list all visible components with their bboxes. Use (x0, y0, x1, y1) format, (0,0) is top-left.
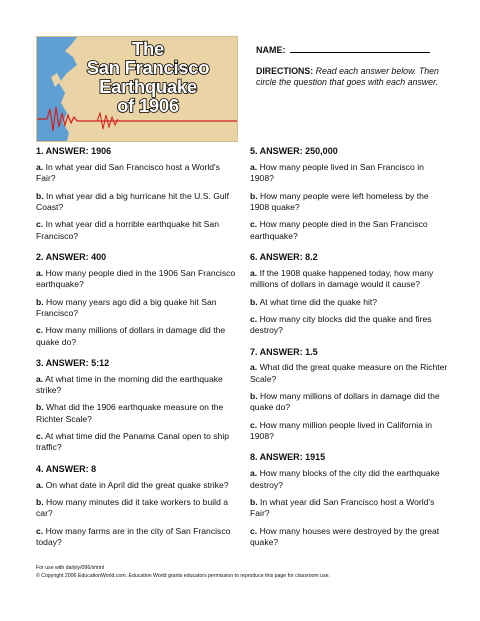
footer-source-line: For use with dailyly/096/shtml (36, 565, 105, 571)
question-option[interactable] (36, 162, 236, 185)
option-text: How many people lived in San Francisco in 1908? (250, 161, 424, 184)
answer-heading: 6. ANSWER: 8.2 (250, 251, 318, 262)
option-text: How many farms are in the city of San Francisco today? (36, 525, 231, 548)
question-option[interactable] (250, 268, 450, 291)
question-option[interactable] (250, 526, 450, 549)
option-letter: b. (250, 296, 258, 307)
name-field (256, 44, 430, 57)
option-letter: b. (36, 402, 44, 413)
option-letter: b. (36, 497, 44, 508)
directions-label: DIRECTIONS: (256, 66, 314, 76)
option-letter: b. (250, 497, 258, 508)
question-option[interactable] (250, 219, 450, 242)
directions-text: Read each answer below. Then circle the question that goes with each answer. (256, 66, 439, 88)
option-letter: c. (250, 219, 258, 230)
option-letter: a. (250, 468, 258, 479)
option-letter: a. (36, 479, 44, 490)
answer-heading: 4. ANSWER: 8 (36, 463, 97, 474)
answer-block (36, 464, 236, 549)
option-letter: b. (36, 296, 44, 307)
option-text: In what year did San Francisco host a World's Fair? (36, 161, 220, 184)
option-letter: b. (250, 190, 258, 201)
option-text: On what date in April did the great quake strike? (45, 479, 229, 490)
question-option[interactable] (250, 362, 450, 385)
question-option[interactable] (36, 497, 236, 520)
option-text: How many million people lived in California in 1908? (250, 419, 432, 442)
option-text: How many people died in the 1906 San Francisco earthquake? (36, 267, 236, 290)
question-option[interactable] (36, 325, 236, 348)
answer-block (250, 252, 450, 337)
option-text: How many millions of dollars in damage did the quake do? (36, 325, 226, 347)
answer-block (250, 452, 450, 548)
option-text: If the 1908 quake happened today, how many millions of dollars in damage would it cause? (250, 267, 434, 290)
banner-title-line: The (132, 38, 164, 59)
option-text: How many years ago did a big quake hit San Francisco? (36, 296, 217, 318)
question-option[interactable] (250, 314, 450, 337)
question-option[interactable] (36, 526, 236, 549)
answer-block (36, 358, 236, 454)
option-letter: a. (36, 161, 44, 172)
question-option[interactable] (36, 219, 236, 242)
banner-title-line: of 1906 (117, 95, 179, 116)
option-text: In what year did a horrible earthquake hit San Francisco? (36, 219, 219, 241)
option-letter: a. (250, 161, 258, 172)
option-letter: c. (250, 419, 258, 430)
answer-block (250, 347, 450, 443)
question-option[interactable] (250, 191, 450, 214)
footer-copyright-line: © Copyright 2006 EducationWorld.com. Education World grants educators permission to reproduce this page for classroom use. (36, 572, 330, 579)
option-text: How many minutes did it take workers to build a car? (36, 497, 229, 519)
name-label: NAME: (256, 45, 286, 55)
question-option[interactable] (250, 391, 450, 414)
option-text: How many city blocks did the quake and fires destroy? (250, 313, 432, 336)
option-text: At what time did the quake hit? (259, 296, 378, 307)
answer-block (36, 252, 236, 348)
option-text: At what time did the Panama Canal open to ship traffic? (36, 431, 230, 453)
answer-heading: 5. ANSWER: 250,000 (250, 146, 338, 156)
option-letter: c. (36, 325, 44, 336)
question-option[interactable] (250, 420, 450, 443)
option-text: In what year did a big hurricane hit the U.S. Gulf Coast? (36, 190, 229, 212)
option-letter: a. (36, 267, 44, 278)
option-letter: c. (250, 525, 258, 536)
option-text: What did the 1906 earthquake measure on the Richter Scale? (36, 402, 224, 424)
directions (256, 66, 456, 89)
banner-title (59, 39, 237, 115)
answer-heading: 2. ANSWER: 400 (36, 251, 107, 262)
option-letter: c. (36, 525, 44, 536)
question-option[interactable] (36, 191, 236, 214)
option-letter: a. (250, 362, 258, 373)
option-letter: b. (36, 190, 44, 201)
question-option[interactable] (36, 431, 236, 454)
left-column (36, 146, 236, 558)
answer-heading: 1. ANSWER: 1906 (36, 146, 112, 156)
answer-block (250, 146, 450, 242)
option-text: What did the great quake measure on the Richter Scale? (250, 362, 448, 384)
question-option[interactable] (36, 374, 236, 397)
question-option[interactable] (250, 468, 450, 491)
question-option[interactable] (36, 402, 236, 425)
option-letter: c. (250, 313, 258, 324)
banner-title-line: San Francisco (86, 57, 210, 78)
question-option[interactable] (36, 297, 236, 320)
option-letter: a. (36, 373, 44, 384)
question-option[interactable] (36, 480, 236, 491)
question-option[interactable] (36, 268, 236, 291)
answer-heading: 8. ANSWER: 1915 (250, 452, 326, 463)
question-option[interactable] (250, 497, 450, 520)
footer (36, 565, 330, 581)
option-text: How many people were left homeless by the 1908 quake? (250, 190, 429, 212)
option-text: In what year did San Francisco host a World's Fair? (250, 497, 435, 519)
option-letter: b. (250, 391, 258, 402)
option-text: At what time in the morning did the earthquake strike? (36, 373, 223, 396)
answer-block (36, 146, 236, 242)
option-letter: a. (250, 267, 258, 278)
title-banner (36, 36, 238, 142)
option-letter: c. (36, 431, 44, 442)
banner-title-line: Earthquake (99, 76, 197, 97)
answer-heading: 3. ANSWER: 5:12 (36, 357, 110, 368)
option-text: How many people died in the San Francisco earthquake? (250, 219, 428, 241)
question-option[interactable] (250, 162, 450, 185)
option-text: How many blocks of the city did the earthquake destroy? (250, 468, 440, 490)
question-option[interactable] (250, 297, 450, 308)
option-text: How many houses were destroyed by the great quake? (250, 525, 440, 548)
option-text: How many millions of dollars in damage did the quake do? (250, 391, 440, 413)
right-column (250, 146, 450, 558)
option-letter: c. (36, 219, 44, 230)
name-blank-line (290, 44, 430, 53)
answer-heading: 7. ANSWER: 1.5 (250, 346, 318, 357)
